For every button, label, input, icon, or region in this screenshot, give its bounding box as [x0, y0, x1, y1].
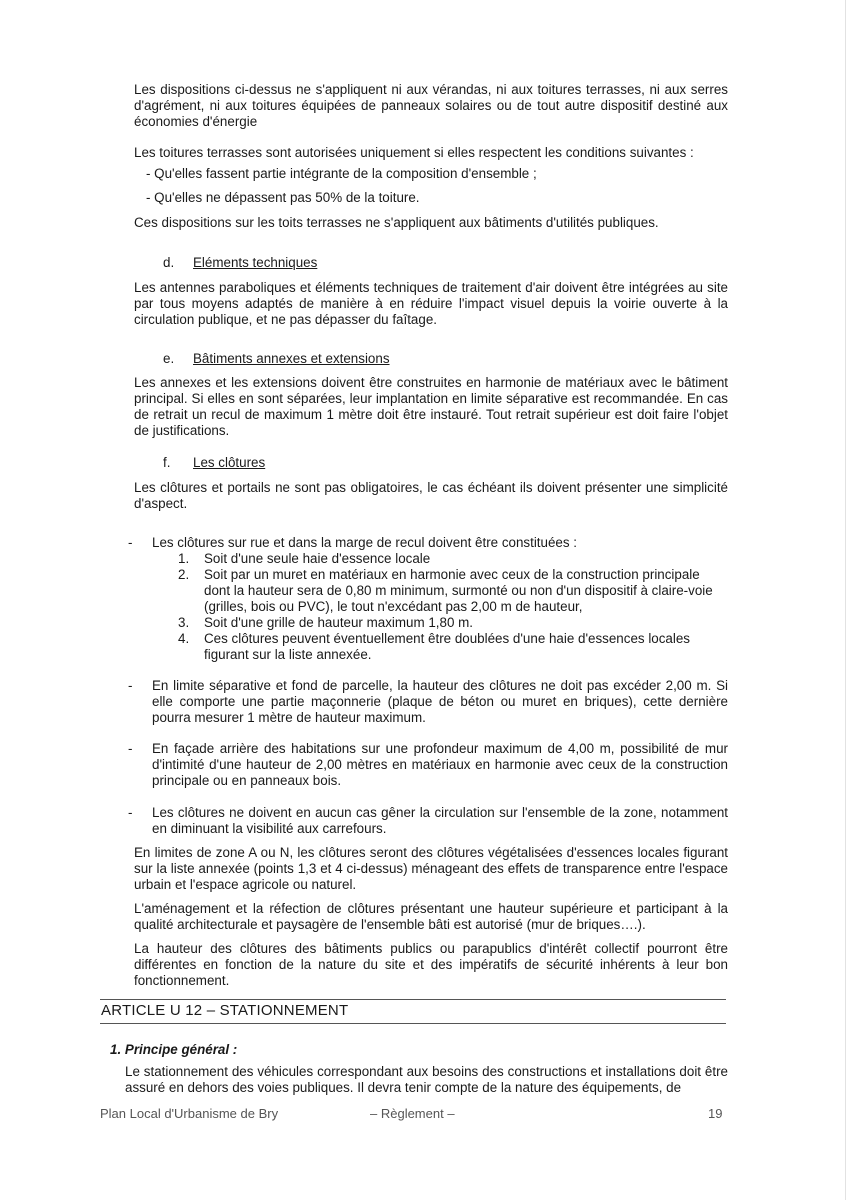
principe-general-heading: 1. Principe général : — [110, 1042, 238, 1057]
clotures-rue-intro: Les clôtures sur rue et dans la marge de recul doivent être constituées : — [152, 535, 578, 550]
list-text: Soit d'une seule haie d'essence locale — [204, 551, 431, 566]
dash-marker: - — [128, 741, 133, 756]
section-f-heading — [163, 455, 265, 471]
list-number: 1. — [178, 551, 190, 566]
list-number: 4. — [178, 631, 190, 646]
intro-bullet-1: - Qu'elles fassent partie intégrante de la composition d'ensemble ; — [146, 166, 537, 181]
list-number: 3. — [178, 615, 190, 630]
page-number: 19 — [708, 1106, 723, 1121]
article-rule-bottom — [100, 1023, 726, 1024]
section-d-heading — [163, 255, 317, 271]
limite-separative-item — [128, 678, 728, 726]
dash-marker: - — [128, 805, 133, 820]
section-d-text: Les antennes paraboliques et éléments techniques de traitement d'air doivent être intégrées au site par tous moyens adaptés de manière à en réduire l'impact visuel depuis la voirie ouverte à la circulation publique, et ne pas dépasser du faîtage. — [134, 280, 728, 327]
list-item — [178, 615, 728, 631]
section-e-title: Bâtiments annexes et extensions — [193, 351, 390, 366]
limite-separative-text: En limite séparative et fond de parcelle, la hauteur des clôtures ne doit pas excéder 2,00 m. Si elle comporte une partie maçonnerie (plaque de béton ou muret en briques), cette dernière pourra mesurer 1 mètre de hauteur maximum. — [152, 678, 728, 725]
dash-marker: - — [128, 678, 133, 693]
section-d-letter: d. — [163, 255, 175, 270]
clotures-numbered-list — [178, 551, 728, 663]
article-rule-top — [100, 999, 726, 1000]
section-f-text: Les clôtures et portails ne sont pas obligatoires, le cas échéant ils doivent présenter une simplicité d'aspect. — [134, 480, 728, 511]
footer-section: – Règlement – — [370, 1106, 455, 1121]
intro-paragraph-3: Ces dispositions sur les toits terrasses ne s'appliquent aux bâtiments d'utilités publiques. — [134, 215, 659, 230]
facade-arriere-item — [128, 741, 728, 789]
list-number: 2. — [178, 567, 190, 582]
section-d-title: Eléments techniques — [193, 255, 318, 270]
intro-paragraph-2: Les toitures terrasses sont autorisées uniquement si elles respectent les conditions suivantes : — [134, 145, 694, 160]
section-e-heading — [163, 351, 390, 367]
list-text: Soit d'une grille de hauteur maximum 1,80 m. — [204, 615, 474, 630]
list-item — [178, 631, 728, 663]
dash-marker: - — [128, 535, 133, 550]
section-e-text: Les annexes et les extensions doivent être construites en harmonie de matériaux avec le bâtiment principal. Si elles en sont séparées, leur implantation en limite séparative est recommandée. En cas de retrait un recul de maximum 1 mètre doit être instauré. Tout retrait supérieur est doit faire l'objet de justifications. — [134, 375, 728, 438]
intro-bullet-2: - Qu'elles ne dépassent pas 50% de la toiture. — [146, 190, 420, 205]
article-title: ARTICLE U 12 – STATIONNEMENT — [101, 1002, 349, 1019]
facade-arriere-text: En façade arrière des habitations sur une profondeur maximum de 4,00 m, possibilité de mur d'intimité d'une hauteur de 2,00 mètres en matériaux en harmonie avec ceux de la construction principale ou en panneaux bois. — [152, 741, 728, 788]
list-item — [178, 567, 728, 615]
intro-paragraph-1: Les dispositions ci-dessus ne s'appliquent ni aux vérandas, ni aux toitures terrasses, ni aux serres d'agrément, ni aux toitures équipées de panneaux solaires ou de tout autre dispositif destiné aux économies d'énergie — [134, 82, 728, 129]
footer-document-title: Plan Local d'Urbanisme de Bry — [100, 1106, 279, 1121]
list-text: Soit par un muret en matériaux en harmonie avec ceux de la construction principale dont la hauteur sera de 0,80 m minimum, surmonté ou non d'un dispositif à claire-voie (grilles, bois ou PVC), le tout n'excédant pas 2,00 m de hauteur, — [204, 567, 713, 614]
section-e-letter: e. — [163, 351, 175, 366]
list-text: Ces clôtures peuvent éventuellement être doublées d'une haie d'essences locales figurant sur la liste annexée. — [204, 631, 690, 662]
stationnement-text: Le stationnement des véhicules correspondant aux besoins des constructions et installations doit être assuré en dehors des voies publiques. Il devra tenir compte de la nature des équipements, de — [125, 1064, 728, 1095]
list-item — [178, 551, 728, 567]
scan-edge-line — [845, 0, 846, 1200]
limites-zone-paragraph: En limites de zone A ou N, les clôtures seront des clôtures végétalisées d'essences locales figurant sur la liste annexée (points 1,3 et 4 ci-dessus) ménageant des effets de transparence entre l'espace urbain et l'espace agricole ou naturel. — [134, 845, 728, 892]
hauteur-paragraph: La hauteur des clôtures des bâtiments publics ou parapublics d'intérêt collectif pourront être différentes en fonction de la nature du site et des impératifs de sécurité inhérents à leur bon fonctionnement. — [134, 941, 728, 988]
clotures-rue-item — [128, 535, 728, 551]
section-f-title: Les clôtures — [193, 455, 266, 470]
section-f-letter: f. — [163, 455, 171, 470]
amenagement-paragraph: L'aménagement et la réfection de clôtures présentant une hauteur supérieure et participant à la qualité architecturale et paysagère de l'ensemble bâti est autorisé (mur de briques….). — [134, 901, 728, 932]
circulation-text: Les clôtures ne doivent en aucun cas gêner la circulation sur l'ensemble de la zone, notamment en diminuant la visibilité aux carrefours. — [152, 805, 728, 836]
circulation-item — [128, 805, 728, 837]
